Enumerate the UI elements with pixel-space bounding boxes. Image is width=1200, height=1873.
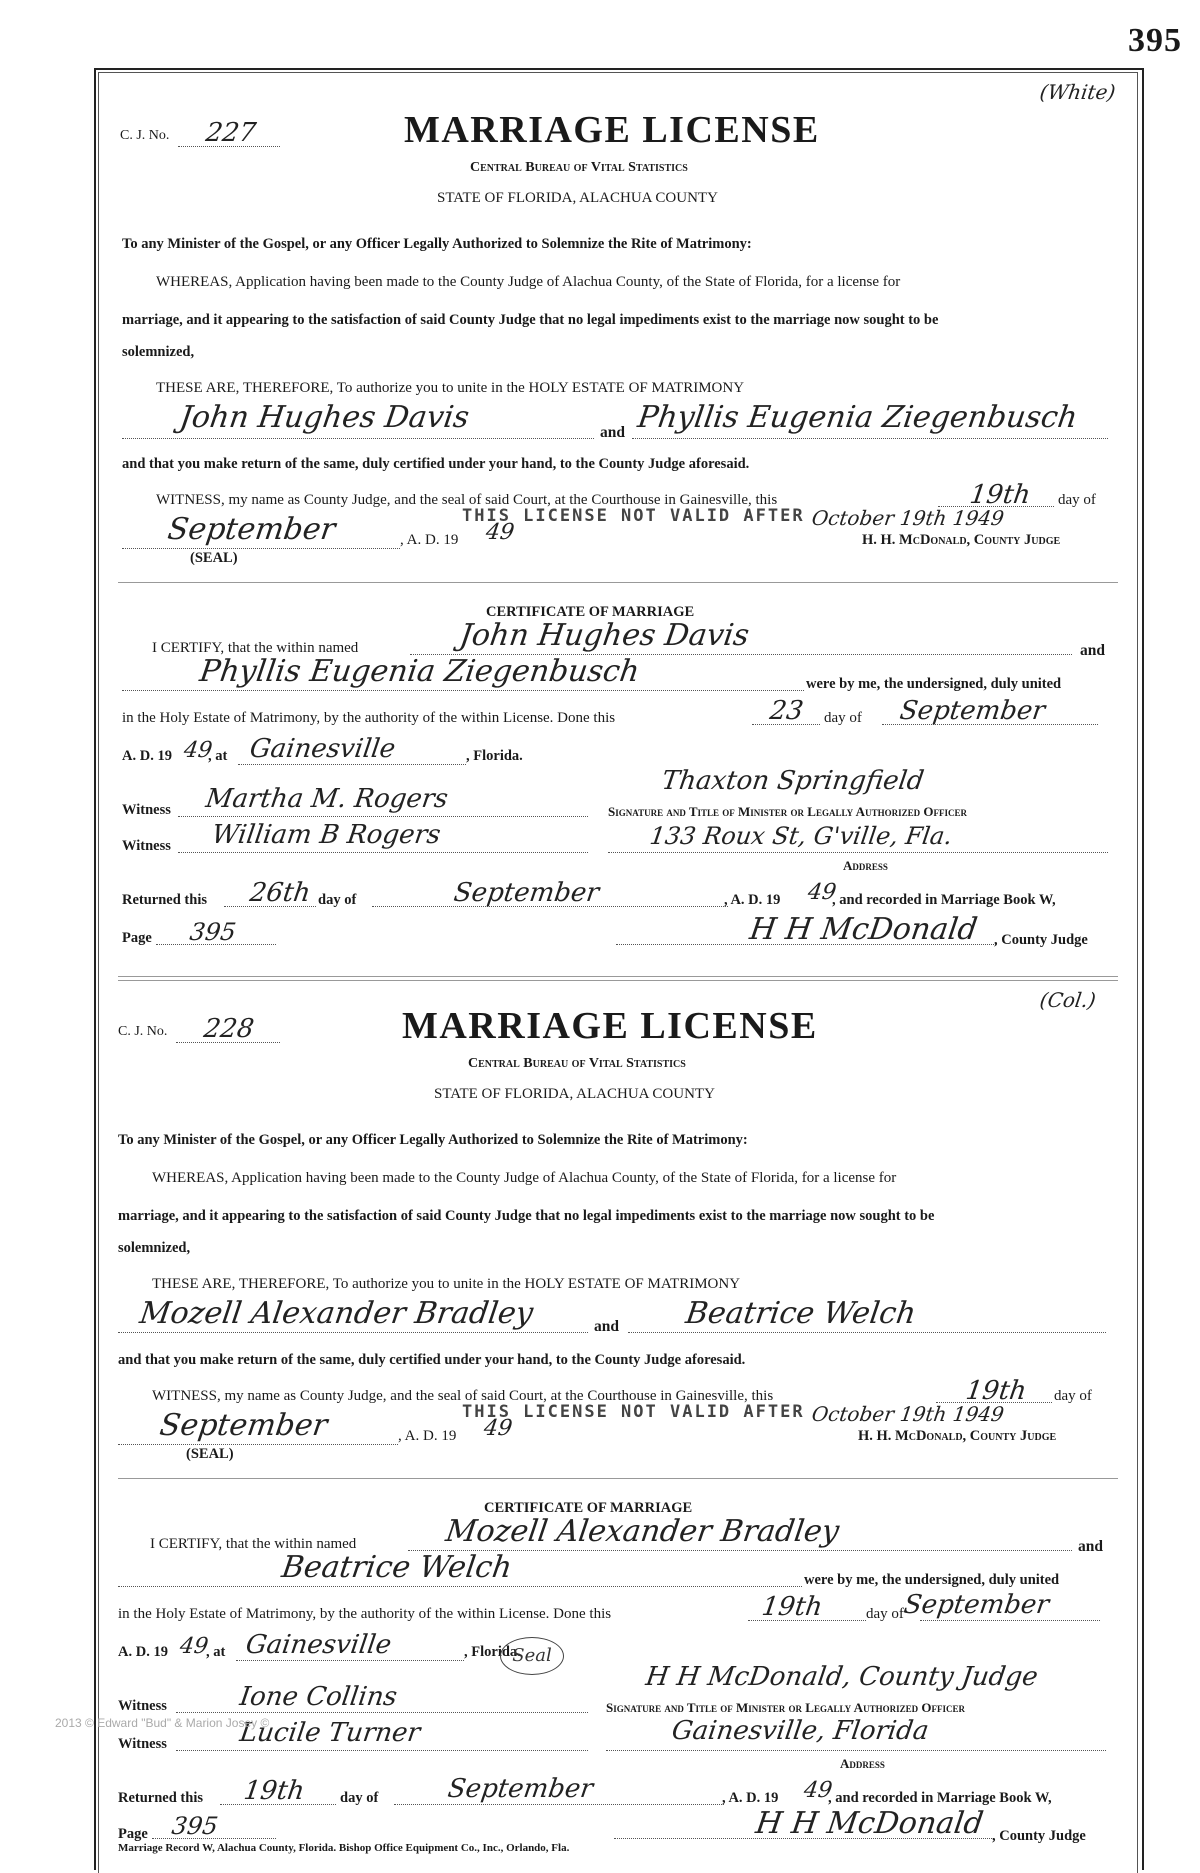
certificate-title: CERTIFICATE OF MARRIAGE	[484, 1500, 693, 1516]
cert-bride-name: Beatrice Welch	[279, 1550, 515, 1585]
witness-label: Witness	[122, 802, 171, 818]
license-year: 49	[484, 520, 516, 545]
validity-date: October 19th 1949	[810, 506, 1006, 530]
county-judge-label: , County Judge	[992, 1828, 1086, 1844]
returned-month: September	[451, 878, 601, 908]
dotted-line	[628, 1332, 1106, 1333]
done-year: 49	[178, 1634, 210, 1659]
recorded-page: 395	[170, 1812, 220, 1840]
returned-day: 26th	[247, 878, 313, 908]
returned-year: 49	[802, 1778, 834, 1803]
return-line: and that you make return of the same, duly certified under your hand, to the County Judge aforesaid.	[122, 456, 750, 472]
whereas-line-1: WHEREAS, Application having been made to the County Judge of Alachua County, of the State of Florida, for a license for	[152, 1170, 897, 1186]
section-divider	[118, 1478, 1118, 1479]
cert-groom-name: Mozell Alexander Bradley	[443, 1514, 842, 1549]
returned-ad-label: , A. D. 19	[722, 1790, 779, 1806]
whereas-line-3: solemnized,	[122, 344, 195, 360]
groom-name: Mozell Alexander Bradley	[137, 1296, 536, 1331]
license-month: September	[157, 1408, 330, 1443]
state-county: STATE OF FLORIDA, ALACHUA COUNTY	[434, 1086, 715, 1102]
done-month: September	[897, 696, 1047, 726]
judge-signature: H H McDonald	[753, 1806, 986, 1841]
witness-clause: WITNESS, my name as County Judge, and the seal of said Court, at the Courthouse in Gainesville, this	[156, 492, 778, 508]
whereas-line-3: solemnized,	[118, 1240, 191, 1256]
license-day: 19th	[963, 1376, 1029, 1406]
officer-address: Gainesville, Florida	[669, 1716, 931, 1746]
dotted-line	[920, 1620, 1100, 1621]
witness-label: Witness	[118, 1698, 167, 1714]
done-place: Gainesville	[247, 734, 398, 764]
day-of-label: day of	[1058, 492, 1096, 508]
united-label: were by me, the undersigned, duly united	[806, 676, 1062, 692]
page-label: Page	[118, 1826, 148, 1842]
returned-day-of-label: day of	[318, 892, 357, 908]
ad-label: , A. D. 19	[400, 532, 459, 548]
seal-label: (SEAL)	[186, 1446, 234, 1462]
officer-signature: Thaxton Springfield	[659, 766, 926, 796]
returned-label: Returned this	[122, 892, 207, 908]
dotted-line	[176, 1750, 588, 1751]
bride-name: Beatrice Welch	[683, 1296, 919, 1331]
done-place: Gainesville	[243, 1630, 394, 1660]
address-caption: Address	[843, 858, 888, 873]
state-county: STATE OF FLORIDA, ALACHUA COUNTY	[437, 190, 718, 206]
and-label: and	[600, 424, 625, 441]
cert-groom-name: John Hughes Davis	[457, 618, 752, 653]
therefore-line: THESE ARE, THEREFORE, To authorize you to unite in the HOLY ESTATE OF MATRIMONY	[156, 380, 745, 396]
officer-signature: H H McDonald, County Judge	[643, 1662, 1040, 1692]
returned-day-of-label: day of	[340, 1790, 379, 1806]
witness-2-signature: William B Rogers	[209, 820, 443, 850]
witness-label: Witness	[122, 838, 171, 854]
witness-1-signature: Ione Collins	[237, 1682, 400, 1712]
seal-stamp-icon: Seal	[500, 1637, 564, 1675]
florida-label: , Florida.	[466, 748, 523, 764]
record-footer: Marriage Record W, Alachua County, Florida. Bishop Office Equipment Co., Inc., Orlando, Fla.	[118, 1842, 570, 1854]
race-note: (White)	[1038, 80, 1117, 104]
cj-number: 227	[203, 118, 258, 148]
ad-19-label: A. D. 19	[118, 1644, 168, 1660]
done-day-of-label: day of	[824, 710, 862, 726]
license-title: MARRIAGE LICENSE	[404, 109, 820, 151]
judge-signature: H H McDonald	[747, 912, 980, 947]
therefore-line: THESE ARE, THEREFORE, To authorize you to unite in the HOLY ESTATE OF MATRIMONY	[152, 1276, 741, 1292]
bureau-name: Central Bureau of Vital Statistics	[468, 1056, 686, 1071]
county-judge-name: H. H. McDonald, County Judge	[862, 532, 1061, 548]
officer-caption: Signature and Title of Minister or Legally Authorized Officer	[606, 1700, 965, 1715]
seal-label: (SEAL)	[190, 550, 238, 566]
validity-stamp: THIS LICENSE NOT VALID AFTER	[462, 1402, 805, 1422]
united-label: were by me, the undersigned, duly united	[804, 1572, 1060, 1588]
salutation: To any Minister of the Gospel, or any Officer Legally Authorized to Solemnize the Rite of Matrimony:	[118, 1132, 748, 1148]
dotted-line	[176, 1712, 588, 1713]
returned-ad-label: , A. D. 19	[724, 892, 781, 908]
dotted-line	[118, 1444, 398, 1445]
whereas-line-1: WHEREAS, Application having been made to the County Judge of Alachua County, of the State of Florida, for a license for	[156, 274, 901, 290]
bureau-name: Central Bureau of Vital Statistics	[470, 160, 688, 175]
address-caption: Address	[840, 1756, 885, 1771]
witness-1-signature: Martha M. Rogers	[203, 784, 450, 814]
page-number: 395	[1128, 22, 1182, 59]
certificate-title: CERTIFICATE OF MARRIAGE	[486, 604, 695, 620]
dotted-line	[394, 1804, 724, 1805]
salutation: To any Minister of the Gospel, or any Officer Legally Authorized to Solemnize the Rite of Matrimony:	[122, 236, 752, 252]
florida-label: , Florida.	[464, 1644, 521, 1660]
cj-number: 228	[201, 1014, 256, 1044]
cj-label: C. J. No.	[118, 1024, 168, 1039]
record-divider	[118, 976, 1118, 981]
certify-label: I CERTIFY, that the within named	[150, 1536, 357, 1552]
county-judge-name: H. H. McDonald, County Judge	[858, 1428, 1057, 1444]
bride-name: Phyllis Eugenia Ziegenbusch	[635, 400, 1080, 435]
license-title: MARRIAGE LICENSE	[402, 1005, 818, 1047]
officer-caption: Signature and Title of Minister or Legally Authorized Officer	[608, 804, 967, 819]
groom-name: John Hughes Davis	[177, 400, 472, 435]
done-day: 19th	[759, 1592, 825, 1622]
validity-stamp: THIS LICENSE NOT VALID AFTER	[462, 506, 805, 526]
recorded-page: 395	[188, 918, 238, 946]
dotted-line	[606, 1750, 1106, 1751]
witness-clause: WITNESS, my name as County Judge, and the seal of said Court, at the Courthouse in Gainesville, this	[152, 1388, 774, 1404]
certify-label: I CERTIFY, that the within named	[152, 640, 359, 656]
returned-label: Returned this	[118, 1790, 203, 1806]
whereas-line-2: marriage, and it appearing to the satisfaction of said County Judge that no legal impediments exist to the marriage now sought to be	[118, 1208, 935, 1224]
at-label: , at	[208, 748, 228, 764]
witness-2-signature: Lucile Turner	[237, 1718, 423, 1748]
at-label: , at	[206, 1644, 226, 1660]
dotted-line	[118, 1332, 588, 1333]
returned-year: 49	[806, 880, 838, 905]
cert-and-label: and	[1078, 1538, 1103, 1555]
validity-date: October 19th 1949	[810, 1402, 1006, 1426]
county-judge-label: , County Judge	[994, 932, 1088, 948]
copyright-watermark: 2013 © Edward "Bud" & Marion Josey ©	[55, 1716, 270, 1730]
done-day-of-label: day of	[866, 1606, 904, 1622]
cj-label: C. J. No.	[120, 128, 170, 143]
returned-day: 19th	[241, 1776, 307, 1806]
ad-19-label: A. D. 19	[122, 748, 172, 764]
license-day: 19th	[967, 480, 1033, 510]
holy-estate-line: in the Holy Estate of Matrimony, by the authority of the within License. Done this	[118, 1606, 612, 1622]
whereas-line-2: marriage, and it appearing to the satisfaction of said County Judge that no legal impediments exist to the marriage now sought to be	[122, 312, 939, 328]
license-month: September	[165, 512, 338, 547]
done-year: 49	[182, 738, 214, 763]
holy-estate-line: in the Holy Estate of Matrimony, by the authority of the within License. Done this	[122, 710, 616, 726]
officer-address: 133 Roux St, G'ville, Fla.	[648, 822, 954, 850]
return-line: and that you make return of the same, duly certified under your hand, to the County Judge aforesaid.	[118, 1352, 746, 1368]
done-day: 23	[767, 696, 806, 726]
day-of-label: day of	[1054, 1388, 1092, 1404]
license-year: 49	[482, 1416, 514, 1441]
returned-month: September	[445, 1774, 595, 1804]
recorded-label: , and recorded in Marriage Book W,	[832, 892, 1056, 908]
dotted-line	[118, 1586, 802, 1587]
and-label: and	[594, 1318, 619, 1335]
witness-label: Witness	[118, 1736, 167, 1752]
cert-and-label: and	[1080, 642, 1105, 659]
race-note: (Col.)	[1038, 988, 1098, 1012]
ad-label: , A. D. 19	[398, 1428, 457, 1444]
page-label: Page	[122, 930, 152, 946]
done-month: September	[901, 1590, 1051, 1620]
recorded-label: , and recorded in Marriage Book W,	[828, 1790, 1052, 1806]
cert-bride-name: Phyllis Eugenia Ziegenbusch	[197, 654, 642, 689]
dotted-line	[236, 1660, 464, 1661]
